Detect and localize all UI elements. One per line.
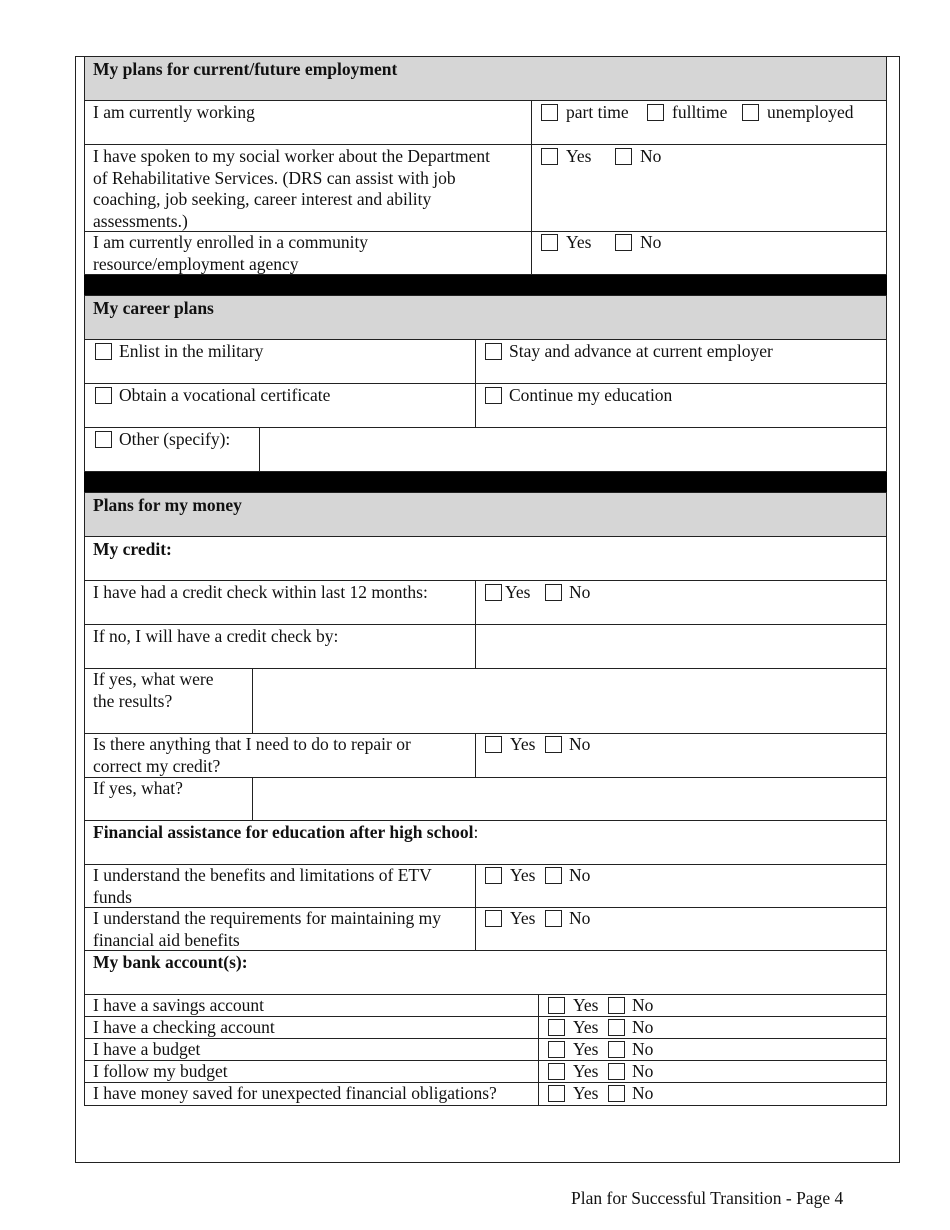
bank-no-label: No bbox=[632, 1083, 654, 1103]
row-if-yes-what bbox=[84, 777, 887, 821]
aid-req-yes-label: Yes bbox=[510, 908, 536, 928]
bank-row bbox=[84, 1038, 887, 1061]
bank-yes-checkbox[interactable] bbox=[548, 1085, 565, 1102]
drs-no-label: No bbox=[640, 146, 662, 166]
other-checkbox[interactable] bbox=[95, 431, 112, 448]
repair-yes-checkbox[interactable] bbox=[485, 736, 502, 753]
bank-row-label: I have a budget bbox=[93, 1039, 201, 1059]
credit-check-yes-checkbox[interactable] bbox=[485, 584, 502, 601]
results-line-1: If yes, what were bbox=[93, 669, 214, 689]
bank-no-checkbox[interactable] bbox=[608, 1041, 625, 1058]
part-time-checkbox[interactable] bbox=[541, 104, 558, 121]
bank-no-checkbox[interactable] bbox=[608, 997, 625, 1014]
section-divider bbox=[84, 472, 887, 492]
drs-yes-label: Yes bbox=[566, 146, 592, 166]
row-credit-check bbox=[84, 580, 887, 625]
repair-yes-label: Yes bbox=[510, 734, 536, 754]
bank-yes-checkbox[interactable] bbox=[548, 1041, 565, 1058]
row-career-other bbox=[84, 427, 887, 472]
drs-line-3: coaching, job seeking, career interest and ability bbox=[93, 189, 432, 209]
credit-check-no-label: No bbox=[569, 582, 591, 602]
section-header-career bbox=[84, 295, 887, 340]
unemployed-label: unemployed bbox=[767, 102, 854, 122]
bank-row bbox=[84, 1082, 887, 1106]
bank-no-label: No bbox=[632, 995, 654, 1015]
aid-req-yes-checkbox[interactable] bbox=[485, 910, 502, 927]
agency-line-1: I am currently enrolled in a community bbox=[93, 232, 369, 252]
row-currently-working bbox=[84, 100, 887, 145]
results-line-2: the results? bbox=[93, 690, 173, 711]
row-drs bbox=[84, 144, 887, 232]
row-repair bbox=[84, 733, 887, 778]
row-fin-aid-header bbox=[84, 820, 887, 865]
row-agency bbox=[84, 231, 887, 275]
results-field[interactable] bbox=[254, 669, 886, 733]
credit-header: My credit: bbox=[93, 539, 172, 559]
career-header: My career plans bbox=[93, 298, 214, 318]
bank-yes-label: Yes bbox=[573, 995, 599, 1015]
etv-no-checkbox[interactable] bbox=[545, 867, 562, 884]
stay-employer-checkbox[interactable] bbox=[485, 343, 502, 360]
agency-no-label: No bbox=[640, 232, 662, 252]
etv-line-1: I understand the benefits and limitations of ETV bbox=[93, 865, 432, 885]
bank-row bbox=[84, 1016, 887, 1039]
military-label: Enlist in the military bbox=[119, 341, 264, 361]
bank-yes-label: Yes bbox=[573, 1017, 599, 1037]
fulltime-checkbox[interactable] bbox=[647, 104, 664, 121]
military-checkbox[interactable] bbox=[95, 343, 112, 360]
bank-no-label: No bbox=[632, 1061, 654, 1081]
other-label: Other (specify): bbox=[119, 429, 231, 449]
aid-req-line-1: I understand the requirements for maintaining my bbox=[93, 908, 441, 928]
row-career-1 bbox=[84, 339, 887, 384]
agency-no-checkbox[interactable] bbox=[615, 234, 632, 251]
fin-aid-colon: : bbox=[473, 822, 479, 842]
bank-row-label: I have money saved for unexpected financial obligations? bbox=[93, 1083, 497, 1103]
etv-yes-label: Yes bbox=[510, 865, 536, 885]
credit-check-yes-label: Yes bbox=[505, 582, 531, 602]
part-time-label: part time bbox=[566, 102, 629, 122]
aid-req-line-2: financial aid benefits bbox=[93, 929, 240, 950]
drs-line-2: of Rehabilitative Services. (DRS can assist with job bbox=[93, 167, 456, 188]
education-checkbox[interactable] bbox=[485, 387, 502, 404]
vocational-checkbox[interactable] bbox=[95, 387, 112, 404]
drs-yes-checkbox[interactable] bbox=[541, 148, 558, 165]
aid-req-no-label: No bbox=[569, 908, 591, 928]
row-check-by bbox=[84, 624, 887, 669]
employment-header: My plans for current/future employment bbox=[93, 59, 398, 79]
bank-row-label: I have a checking account bbox=[93, 1017, 275, 1037]
if-yes-what-field[interactable] bbox=[254, 778, 886, 820]
bank-no-label: No bbox=[632, 1039, 654, 1059]
agency-line-2: resource/employment agency bbox=[93, 253, 299, 274]
stay-employer-label: Stay and advance at current employer bbox=[509, 341, 773, 361]
row-credit-header bbox=[84, 536, 887, 581]
row-etv bbox=[84, 864, 887, 908]
row-aid-requirements bbox=[84, 907, 887, 951]
vocational-label: Obtain a vocational certificate bbox=[119, 385, 331, 405]
section-divider bbox=[84, 275, 887, 295]
bank-row bbox=[84, 994, 887, 1017]
row-results bbox=[84, 668, 887, 734]
repair-no-checkbox[interactable] bbox=[545, 736, 562, 753]
bank-yes-label: Yes bbox=[573, 1039, 599, 1059]
drs-line-4: assessments.) bbox=[93, 210, 188, 231]
unemployed-checkbox[interactable] bbox=[742, 104, 759, 121]
check-by-label: If no, I will have a credit check by: bbox=[93, 626, 339, 646]
repair-line-1: Is there anything that I need to do to repair or bbox=[93, 734, 411, 754]
repair-no-label: No bbox=[569, 734, 591, 754]
row-bank-header bbox=[84, 950, 887, 995]
check-by-field[interactable] bbox=[477, 625, 886, 668]
other-specify-field[interactable] bbox=[261, 428, 886, 471]
fin-aid-header: Financial assistance for education after high school bbox=[93, 822, 474, 842]
fulltime-label: fulltime bbox=[672, 102, 728, 122]
bank-row-label: I have a savings account bbox=[93, 995, 265, 1015]
education-label: Continue my education bbox=[509, 385, 673, 405]
row-career-2 bbox=[84, 383, 887, 428]
bank-header: My bank account(s): bbox=[93, 952, 248, 972]
section-header-employment bbox=[84, 56, 887, 101]
agency-yes-checkbox[interactable] bbox=[541, 234, 558, 251]
bank-no-checkbox[interactable] bbox=[608, 1063, 625, 1080]
bank-row-label: I follow my budget bbox=[93, 1061, 228, 1081]
bank-no-label: No bbox=[632, 1017, 654, 1037]
bank-yes-label: Yes bbox=[573, 1083, 599, 1103]
drs-line-1: I have spoken to my social worker about the Department bbox=[93, 146, 491, 166]
section-header-money bbox=[84, 492, 887, 537]
bank-yes-checkbox[interactable] bbox=[548, 1019, 565, 1036]
repair-line-2: correct my credit? bbox=[93, 755, 221, 776]
bank-yes-checkbox[interactable] bbox=[548, 997, 565, 1014]
bank-no-checkbox[interactable] bbox=[608, 1019, 625, 1036]
etv-line-2: funds bbox=[93, 886, 132, 907]
currently-working-label: I am currently working bbox=[93, 102, 255, 122]
if-yes-what-label: If yes, what? bbox=[93, 778, 183, 798]
agency-yes-label: Yes bbox=[566, 232, 592, 252]
bank-row bbox=[84, 1060, 887, 1083]
etv-no-label: No bbox=[569, 865, 591, 885]
etv-yes-checkbox[interactable] bbox=[485, 867, 502, 884]
bank-yes-checkbox[interactable] bbox=[548, 1063, 565, 1080]
money-header: Plans for my money bbox=[93, 495, 242, 515]
credit-check-no-checkbox[interactable] bbox=[545, 584, 562, 601]
page-footer: Plan for Successful Transition - Page 4 bbox=[571, 1188, 844, 1208]
credit-check-label: I have had a credit check within last 12 months: bbox=[93, 582, 428, 602]
bank-no-checkbox[interactable] bbox=[608, 1085, 625, 1102]
bank-yes-label: Yes bbox=[573, 1061, 599, 1081]
drs-no-checkbox[interactable] bbox=[615, 148, 632, 165]
aid-req-no-checkbox[interactable] bbox=[545, 910, 562, 927]
